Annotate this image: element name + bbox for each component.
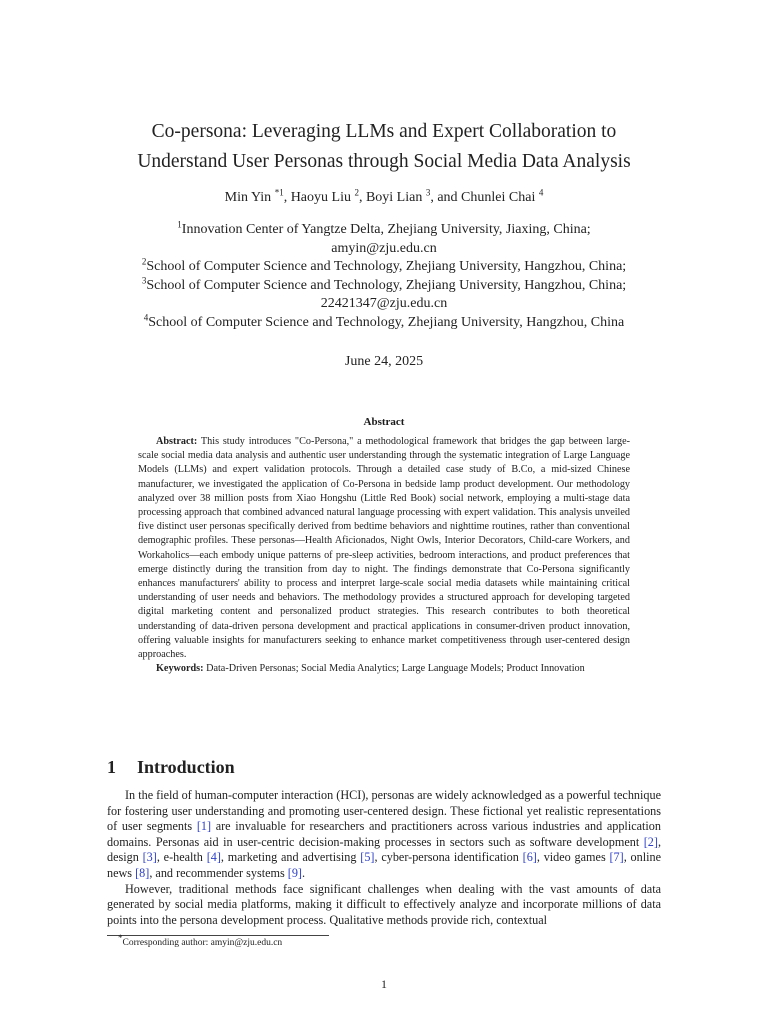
page-number: 1 (381, 977, 387, 991)
intro-paragraph-1 (107, 788, 661, 882)
intro-text: , online news (107, 850, 661, 880)
title-line-2: Understand User Personas through Social Media Data Analysis (137, 151, 631, 172)
affiliation-2 (60, 258, 708, 277)
citation-link[interactable]: [8] (135, 865, 150, 880)
author-2: , Haoyu Liu (283, 190, 355, 205)
affiliation-3 (60, 277, 708, 296)
footnote-text: Corresponding author: amyin@zju.edu.cn (122, 938, 283, 949)
author-4: , and Chunlei Chai (430, 190, 539, 205)
keywords-paragraph (138, 662, 630, 676)
affiliation-1-email: amyin@zju.edu.cn (331, 240, 437, 256)
author-1-mark: *1 (274, 187, 284, 198)
introduction-body (107, 788, 661, 928)
affiliation-1 (60, 221, 708, 240)
intro-text: . (301, 865, 306, 880)
intro-text: , marketing and advertising (220, 850, 361, 865)
affiliation-2-text: School of Computer Science and Technology, Zhejiang University, Hangzhou, China; (146, 259, 627, 275)
abstract-body (138, 435, 630, 676)
author-1: Min Yin (224, 190, 275, 205)
citation-link[interactable]: [6] (522, 850, 537, 865)
citation-link[interactable]: [1] (196, 819, 212, 834)
section-title: Introduction (137, 757, 235, 777)
author-3: , Boyi Lian (358, 190, 426, 205)
author-list (60, 187, 708, 206)
abstract-paragraph (138, 435, 630, 662)
abstract-text: This study introduces "Co-Persona," a methodological framework that bridges the gap between large-scale social media data analysis and authentic user understanding through the systematic integration of Large Language Models (LLMs) and expert validation protocols. Through a detailed case study of B.Co, a mid-sized Chinese manufacturer, we investigated the application of Co-Persona in bedside lamp product development. Our methodology analyzed over 38 million posts from Xiao Hongshu (Little Red Book) social network, employing a multi-stage data processing approach that combined advanced natural language processing with expert validation. This analysis unveiled five distinct user personas specifically derived from bedtime behaviors and nighttime routines, rather than conventional demographic profiles. These personas—Health Aficionados, Night Owls, Interior Decorators, Child-care Workers, and Workaholics—each embody unique patterns of pre-sleep activities, bedroom interactions, and product preferences that emerge distinctly during the transition from day to night. The findings demonstrate that Co-Persona significantly enhances manufacturers' ability to process and interpret large-scale social media datasets while maintaining critical understanding of user needs and behaviors. The methodology provides a structured approach for developing targeted digital marketing content and personalized product strategies. This research contributes to both theoretical understanding of data-driven persona development and practical applications in consumer-driven product innovation, offering valuable insights for manufacturers seeking to enhance market competitiveness through user-centered design approaches. (138, 436, 630, 661)
citation-link[interactable]: [5] (360, 850, 375, 865)
publication-date: June 24, 2025 (344, 354, 424, 369)
section-number: 1 (107, 757, 116, 777)
keywords-lead: Keywords: (156, 663, 204, 675)
intro-text: , cyber-persona identification (374, 850, 523, 865)
intro-text: are invaluable for researchers and practitioners across various industries and application domains. Personas aid in user-centric decision-making processes in sectors such as software development (107, 819, 661, 849)
footnote-mark: * (118, 933, 123, 943)
affiliation-3-email: 22421347@zju.edu.cn (320, 296, 448, 312)
affiliation-4-text: School of Computer Science and Technology, Zhejiang University, Hangzhou, China (148, 314, 625, 330)
affiliation-4-mark: 4 (143, 312, 149, 323)
intro-text: , video games (536, 850, 610, 865)
keywords-text: Data-Driven Personas; Social Media Analytics; Large Language Models; Product Innovation (203, 663, 585, 675)
paper-title (60, 117, 708, 177)
affiliation-4 (60, 314, 708, 333)
footnote-divider (107, 935, 329, 936)
author-4-mark: 4 (538, 187, 544, 198)
affiliations (60, 221, 708, 333)
author-3-mark: 3 (425, 187, 431, 198)
author-2-mark: 2 (354, 187, 359, 198)
citation-link[interactable]: [3] (142, 850, 157, 865)
intro-text: , and recommender systems (149, 865, 288, 880)
intro-text: , design (107, 834, 661, 865)
affiliation-3-text: School of Computer Science and Technology, Zhejiang University, Hangzhou, China; (146, 277, 627, 293)
intro-text: In the field of human-computer interaction (HCI), personas are widely acknowledged as a powerful technique for fostering user understanding and promoting user-centered design. These fictional yet realistic representations of user segments (107, 788, 661, 834)
abstract-heading: Abstract (363, 416, 405, 428)
affiliation-1-text: Innovation Center of Yangtze Delta, Zhejiang University, Jiaxing, China; (181, 222, 591, 237)
title-line-1: Co-persona: Leveraging LLMs and Expert Collaboration to (151, 121, 617, 142)
section-heading (107, 757, 235, 778)
abstract-lead: Abstract: (156, 436, 198, 447)
footnote (118, 933, 283, 949)
affiliation-1-mark: 1 (177, 219, 182, 230)
citation-link[interactable]: [7] (609, 850, 624, 865)
affiliation-3-mark: 3 (141, 275, 147, 286)
citation-link[interactable]: [4] (206, 850, 221, 865)
intro-paragraph-2: However, traditional methods face significant challenges when dealing with the vast amounts of data generated by social media platforms, making it difficult to effectively analyze and incorporate millions of data points into the persona development process. Qualitative methods provide rich, contextual (107, 881, 661, 927)
citation-link[interactable]: [2] (643, 834, 658, 849)
intro-text: , e-health (156, 850, 207, 865)
affiliation-2-mark: 2 (141, 256, 147, 267)
citation-link[interactable]: [9] (287, 865, 302, 880)
